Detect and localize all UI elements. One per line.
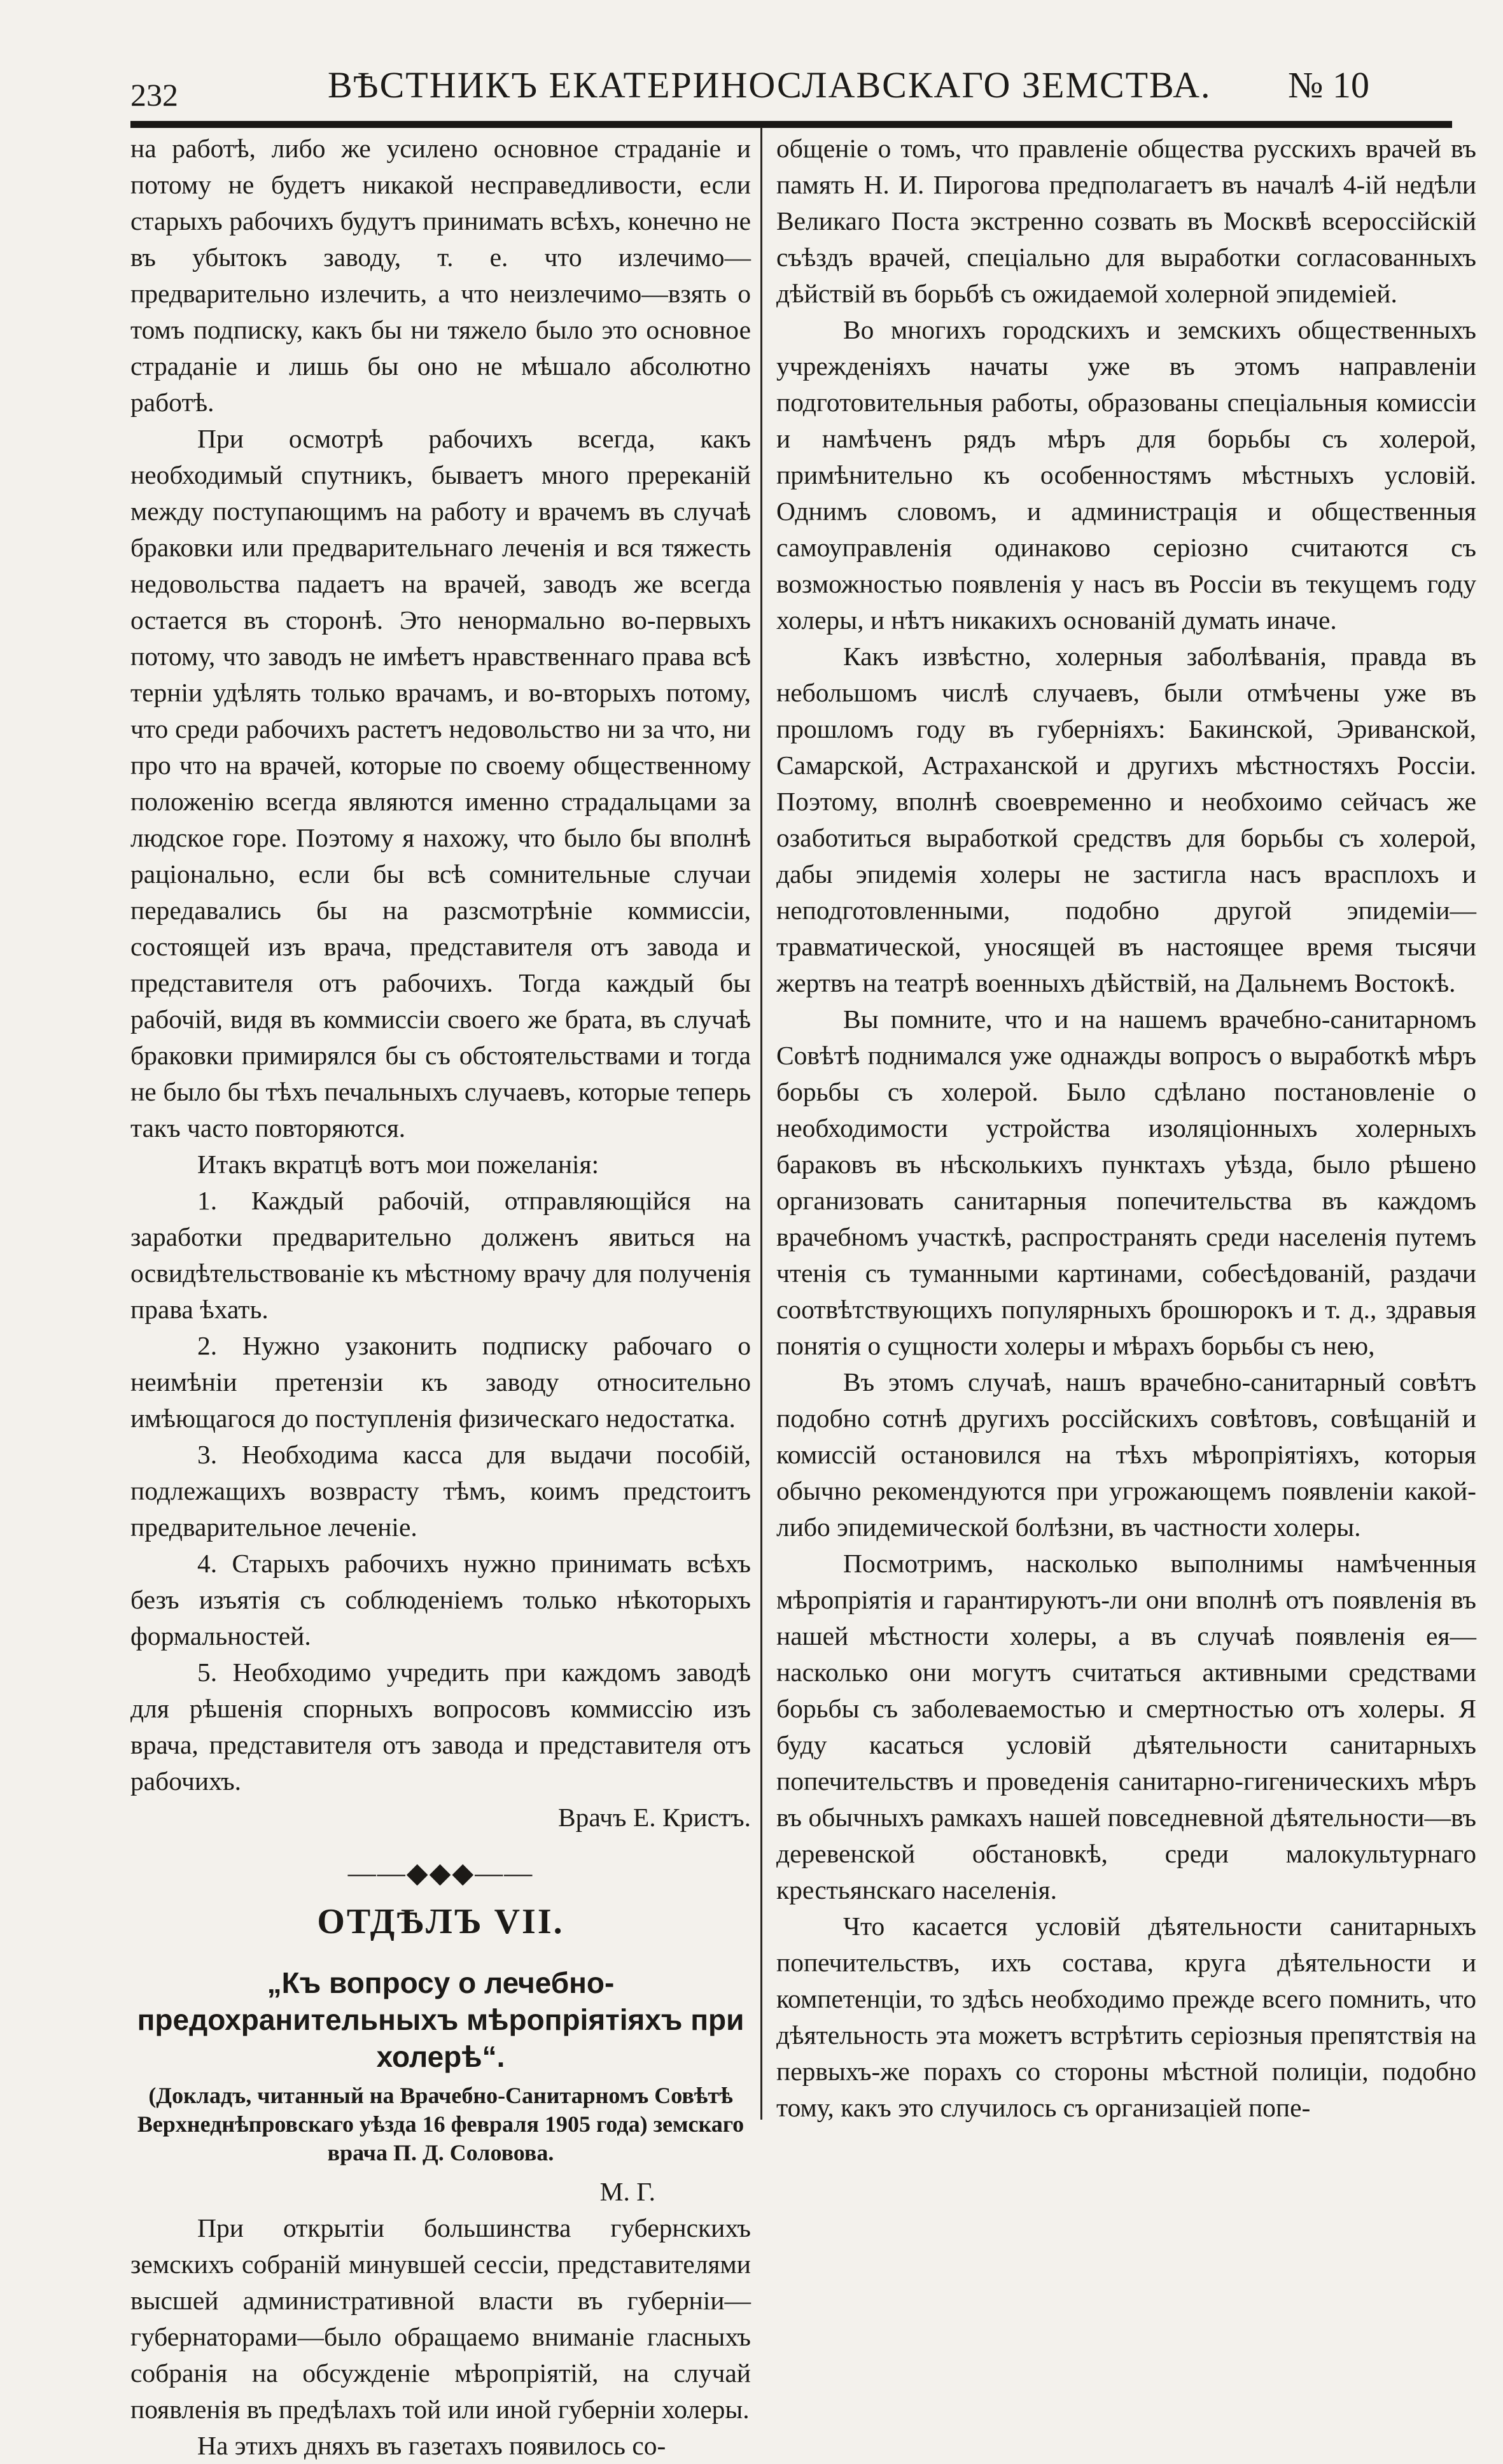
salutation: М. Г. (599, 2177, 655, 2206)
left-paragraph: При осмотрѣ рабочихъ всегда, какъ необходимый спутникъ, бываетъ много пререканій между поступающимъ на работу и врачемъ въ случаѣ браковки или предварительнаго леченія и вся тяжесть недовольства падаетъ на врачей, заводъ же всегда остается въ сторонѣ. Это ненормально во-первыхъ потому, что заводъ не имѣетъ нравственнаго права всѣ терніи удѣлять только врачамъ, и во-вторыхъ потому, что среди рабочихъ растетъ недовольство ни за что, ни про что на врачей, которые по своему общественному положенію всегда являются именно страдальцами за людское горе. Поэтому я нахожу, что было бы вполнѣ раціонально, если бы всѣ сомнительные случаи передавались бы на разсмотрѣніе коммиссіи, состоящей изъ врача, представителя отъ завода и представителя отъ рабочихъ. Тогда каждый бы рабочій, видя въ коммиссіи своего же брата, въ случаѣ браковки примирялся бы съ обстоятельствами и тогда не было бы тѣхъ печальныхъ случаевъ, которые теперь такъ часто повторяются. (130, 424, 751, 1143)
right-paragraph: Въ этомъ случаѣ, нашъ врачебно-санитарный совѣтъ подобно сотнѣ другихъ россійскихъ совѣтовъ, совѣщаній и комиссій остановился на тѣхъ мѣропріятіяхъ, которыя обычно рекомендуются при угрожающемъ появленіи какой-либо эпидемической болѣзни, въ частности холеры. (776, 1367, 1476, 1542)
list-item: 2. Нужно узаконить подписку рабочаго о неимѣніи претензіи къ заводу относительно имѣющагося до поступленія физическаго недостатка. (130, 1331, 751, 1433)
left-paragraph: При открытіи большинства губернскихъ земскихъ собраній минувшей сессіи, представителями высшей административной власти въ губерніи—губернаторами—было обращаемо вниманіе гласныхъ собранія на обсужденіе мѣропріятій, на случай появленія въ предѣлахъ той или иной губерніи холеры. (130, 2213, 751, 2424)
column-divider (760, 127, 762, 2120)
left-column (130, 130, 751, 2464)
header-rule (130, 121, 1452, 128)
list-item: 5. Необходимо учредить при каждомъ заводѣ для рѣшенія спорныхъ вопросовъ коммиссію изъ врача, представителя отъ завода и представителя отъ рабочихъ. (130, 1658, 751, 1796)
right-paragraph: Посмотримъ, насколько выполнимы намѣченныя мѣропріятія и гарантируютъ-ли они вполнѣ отъ появленія въ нашей мѣстности холеры, а въ случаѣ появленія ея—насколько они могутъ считаться активными средствами борьбы съ заболеваемостью и смертностью отъ холеры. Я буду касаться условій дѣятельности санитарныхъ попечительствъ и проведенія санитарно-гигеническихъ мѣръ въ обычныхъ рамкахъ нашей повседневной дѣятельности—въ деревенской обстановкѣ, среди малокультурнаго крестьянскаго населенія. (776, 1549, 1476, 1904)
list-item: 1. Каждый рабочій, отправляющійся на заработки предварительно долженъ явиться на освидѣтельствованіе къ мѣстному врачу для полученія права ѣхать. (130, 1186, 751, 1324)
signature: Врачъ Е. Кристъ. (557, 1803, 751, 1832)
right-paragraph: Во многихъ городскихъ и земскихъ общественныхъ учрежденіяхъ начаты уже въ этомъ направленіи подготовительныя работы, образованы спеціальныя комиссіи и намѣченъ рядъ мѣръ для борьбы съ холерой, примѣнительно къ особенностямъ мѣстныхъ условій. Однимъ словомъ, и администрація и общественныя самоуправленія одинаково серіозно считаются съ возможностью появленія у насъ въ Россіи въ текущемъ году холеры, и нѣтъ никакихъ основаній думать иначе. (776, 315, 1476, 635)
page-number: 232 (130, 77, 178, 113)
article-subtitle: (Докладъ, читанный на Врачебно-Санитарномъ Совѣтѣ Верхнеднѣпровскаго уѣзда 16 февраля 1905 года) земскаго врача П. Д. Соловова. (137, 2083, 745, 2165)
right-column (776, 130, 1476, 2126)
list-item: 4. Старыхъ рабочихъ нужно принимать всѣхъ безъ изъятія съ соблюденіемъ только нѣкоторыхъ формальностей. (130, 1549, 751, 1651)
right-paragraph: общеніе о томъ, что правленіе общества русскихъ врачей въ память Н. И. Пирогова предполагаетъ въ началѣ 4-ій недѣли Великаго Поста экстренно созвать въ Москвѣ всероссійскій съѣздъ врачей, спеціально для выработки согласованныхъ дѣйствій въ борьбѣ съ ожидаемой холерной эпидеміей. (776, 134, 1476, 308)
left-paragraph: на работѣ, либо же усилено основное страданіе и потому не будетъ никакой несправедливости, если старыхъ рабочихъ будутъ принимать всѣхъ, конечно не въ убытокъ заводу, т. е. что излечимо—предварительно излечить, а что неизлечимо—взять о томъ подписку, какъ бы ни тяжело было это основное страданіе и лишь бы оно не мѣшало абсолютно работѣ. (130, 134, 751, 417)
page-header (130, 25, 1452, 121)
issue-number: № 10 (1288, 64, 1369, 106)
journal-title: ВѢСТНИКЪ ЕКАТЕРИНОСЛАВСКАГО ЗЕМСТВА. (328, 64, 1212, 106)
left-paragraph: Итакъ вкратцѣ вотъ мои пожеланія: (197, 1150, 599, 1179)
left-paragraph: На этихъ дняхъ въ газетахъ появилось со- (197, 2431, 666, 2460)
right-paragraph: Что касается условій дѣятельности санитарныхъ попечительствъ, ихъ состава, круга дѣятельности и компетенціи, то здѣсь необходимо прежде всего помнить, что дѣятельность эта можетъ встрѣтить серіозныя препятствія на первыхъ-же порахъ со стороны мѣстной полиціи, подобно тому, какъ это случилось съ организаціей попе- (776, 1911, 1476, 2122)
right-paragraph: Вы помните, что и на нашемъ врачебно-санитарномъ Совѣтѣ поднимался уже однажды вопросъ о выработкѣ мѣръ борьбы съ холерой. Было сдѣлано постановленіе о необходимости устройства изоляціонныхъ холерныхъ бараковъ въ нѣсколькихъ пунктахъ уѣзда, было рѣшено организовать санитарныя попечительства въ каждомъ врачебномъ участкѣ, распространять среди населенія путемъ чтенія съ туманными картинами, собесѣдованій, раздачи соотвѣтствующихъ популярныхъ брошюрокъ и т. д., здравыя понятія о сущности холеры и мѣрахъ борьбы съ нею, (776, 1004, 1476, 1360)
article-title: „Къ вопросу о лечебно-предохранительныхъ мѣропріятіяхъ при холерѣ“. (137, 1966, 745, 2073)
ornament-divider: ——◆◆◆—— (347, 1857, 534, 1889)
right-paragraph: Какъ извѣстно, холерныя заболѣванія, правда въ небольшомъ числѣ случаевъ, были отмѣчены уже въ прошломъ году въ губерніяхъ: Бакинской, Эриванской, Самарской, Астраханской и другихъ мѣстностяхъ Россіи. Поэтому, вполнѣ своевременно и необхоимо сейчасъ же озаботиться выработкой средствъ для борьбы съ холерой, дабы эпидемія холеры не застигла насъ врасплохъ и неподготовленными, подобно другой эпидеміи—травматической, уносящей въ настоящее время тысячи жертвъ на театрѣ военныхъ дѣйствій, на Дальнемъ Востокѣ. (776, 642, 1476, 997)
list-item: 3. Необходима касса для выдачи пособій, подлежащихъ возврасту тѣмъ, коимъ предстоитъ предварительное леченіе. (130, 1440, 751, 1542)
section-title: ОТДѢЛЪ VII. (317, 1902, 564, 1941)
